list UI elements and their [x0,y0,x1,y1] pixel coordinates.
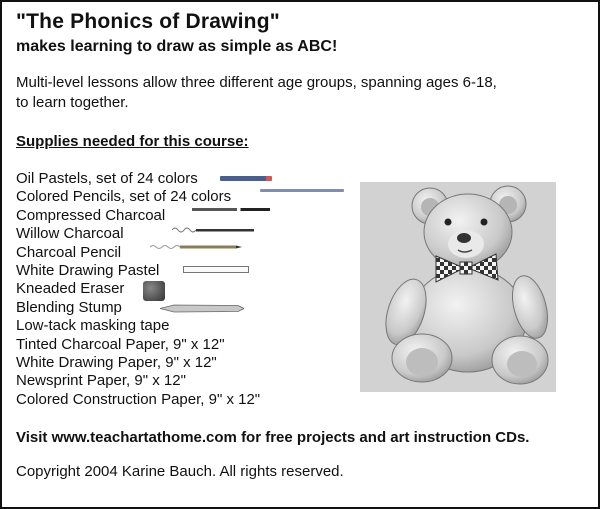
visit-website-text: Visit www.teachartathome.com for free projects and art instruction CDs. [16,429,530,446]
supply-item: Colored Construction Paper, 9" x 12" [16,390,261,408]
willow-charcoal-icon [172,224,254,236]
kneaded-eraser-icon [143,281,165,301]
supplies-heading: Supplies needed for this course: [16,133,249,150]
charcoal-pencil-icon [150,243,242,251]
supplies-list [16,170,260,409]
supply-item: White Drawing Pastel [16,261,160,279]
supply-item: Tinted Charcoal Paper, 9" x 12" [16,335,225,353]
page-title: "The Phonics of Drawing" [16,10,280,33]
teddy-bear-icon [360,182,556,392]
intro-text-line-1: Multi-level lessons allow three different age groups, spanning ages 6-18, [16,74,497,91]
supply-item: Blending Stump [16,298,122,316]
white-pastel-icon [183,266,249,273]
supply-item: Kneaded Eraser [16,280,125,298]
blending-stump-icon [160,304,244,313]
supply-item: Willow Charcoal [16,225,124,243]
page-subtitle: makes learning to draw as simple as ABC! [16,38,338,55]
supply-item: Low-tack masking tape [16,317,170,335]
supply-item: White Drawing Paper, 9" x 12" [16,353,217,371]
supply-item: Compressed Charcoal [16,206,166,224]
supply-item: Charcoal Pencil [16,243,122,261]
intro-text-line-2: to learn together. [16,94,129,111]
teddy-bear-image [360,182,556,392]
compressed-charcoal-icon [192,208,270,211]
supply-item: Newsprint Paper, 9" x 12" [16,372,186,390]
colored-pencil-icon [260,189,344,192]
oil-pastel-icon [220,176,272,181]
supply-item: Colored Pencils, set of 24 colors [16,188,232,206]
supply-item: Oil Pastels, set of 24 colors [16,170,198,187]
copyright-text: Copyright 2004 Karine Bauch. All rights reserved. [16,463,344,480]
